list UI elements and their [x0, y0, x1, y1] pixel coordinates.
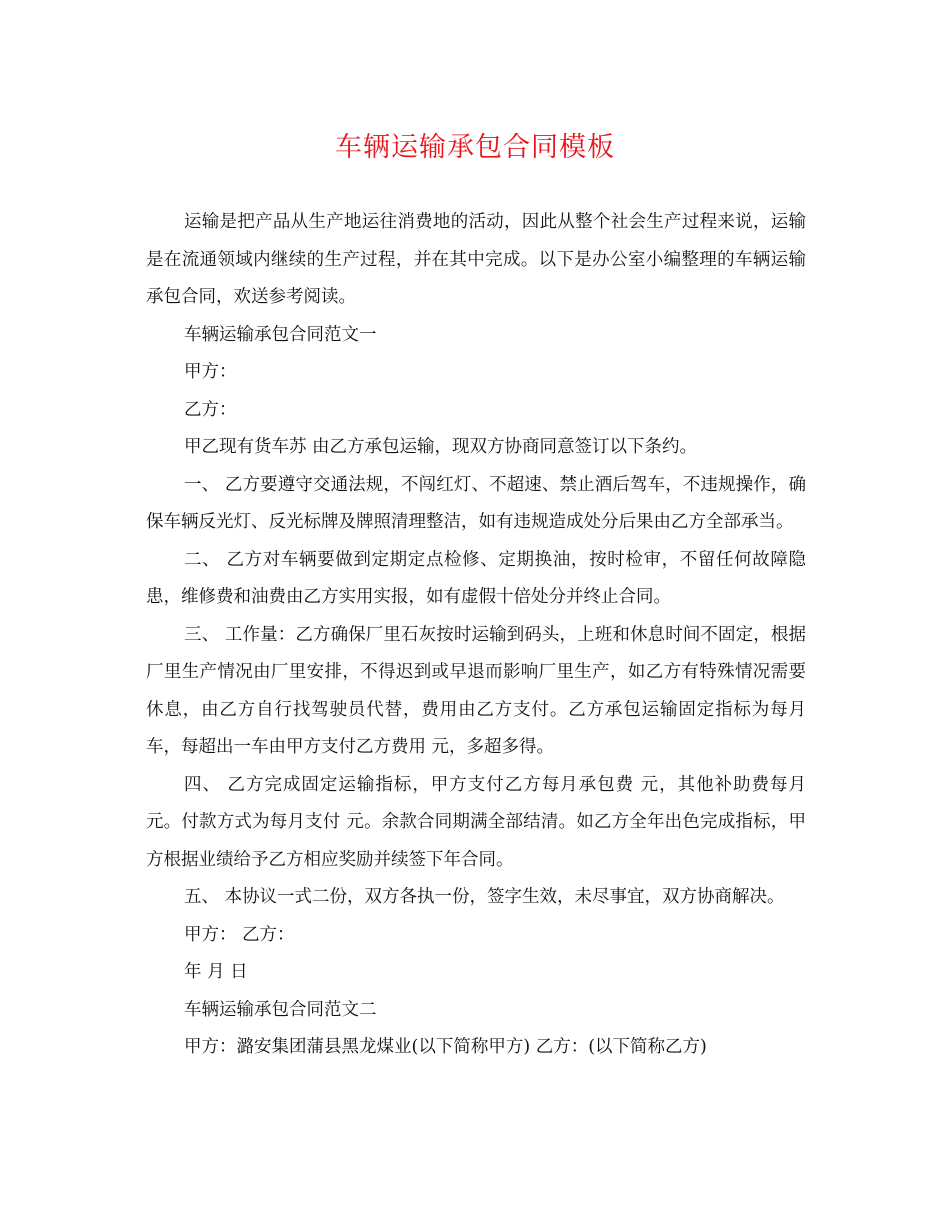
- clause-three: 三、 工作量：乙方确保厂里石灰按时运输到码头，上班和休息时间不固定，根据厂里生产情况由厂里安排，不得迟到或早退而影响厂里生产，如乙方有特殊情况需要休息，由乙方自行找驾驶员代替，费用由乙方支付。乙方承包运输固定指标为每月 车，每超出一车由甲方支付乙方费用 元，多超多得。: [146, 624, 806, 757]
- party-a-line: 甲方：: [184, 362, 237, 382]
- signature-parties: 甲方： 乙方：: [184, 924, 295, 945]
- paragraph-agreement: 甲乙现有货车苏 由乙方承包运输，现双方协商同意签订以下条约。: [184, 437, 698, 457]
- clause-four: 四、 乙方完成固定运输指标，甲方支付乙方每月承包费 元，其他补助费每月 元。付款方式为每月支付 元。余款合同期满全部结清。如乙方全年出色完成指标，甲方根据业绩给予乙方相应奖励并续签下年合同。: [146, 774, 806, 870]
- clause-five: 五、 本协议一式二份，双方各执一份，签字生效，未尽事宜，双方协商解决。: [184, 887, 785, 907]
- clause-two: 二、 乙方对车辆要做到定期定点检修、定期换油，按时检审，不留任何故障隐患，维修费和油费由乙方实用实报，如有虚假十倍处分并终止合同。: [146, 549, 806, 607]
- paragraph-intro: 运输是把产品从生产地运往消费地的活动，因此从整个社会生产过程来说，运输是在流通领域内继续的生产过程，并在其中完成。以下是办公室小编整理的车辆运输承包合同，欢送参考阅读。: [146, 212, 806, 307]
- clause-one: 一、 乙方要遵守交通法规，不闯红灯、不超速、禁止酒后驾车，不违规操作，确保车辆反光灯、反光标牌及牌照清理整洁，如有违规造成处分后果由乙方全部承当。: [146, 474, 806, 532]
- parties-line-sample-two: 甲方：潞安集团蒲县黑龙煤业(以下简称甲方) 乙方：(以下简称乙方): [184, 1037, 707, 1057]
- document-title: 车辆运输承包合同模板: [335, 132, 615, 163]
- signature-date: 年 月 日: [184, 962, 248, 982]
- section-heading-sample-two: 车辆运输承包合同范文二: [184, 999, 377, 1020]
- party-b-line: 乙方：: [184, 399, 237, 420]
- document-body: [146, 204, 806, 1067]
- section-heading-sample-one: 车辆运输承包合同范文一: [184, 324, 377, 345]
